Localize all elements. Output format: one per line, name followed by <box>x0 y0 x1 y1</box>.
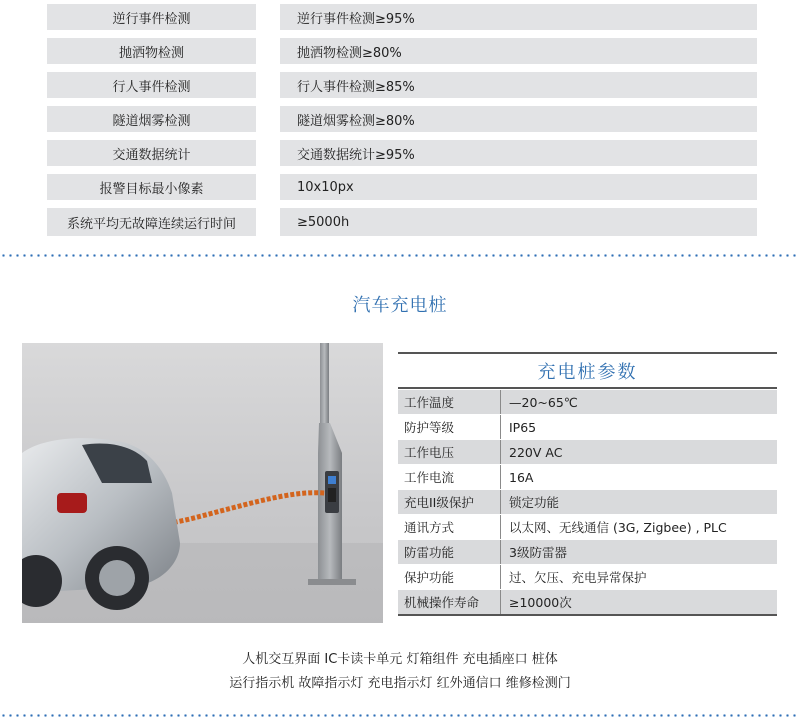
spec-value: 交通数据统计≥95% <box>280 140 757 166</box>
spec-row <box>47 208 757 236</box>
parameter-row <box>398 440 777 464</box>
spec-row <box>47 140 757 166</box>
parameter-row <box>398 415 777 439</box>
spec-label: 逆行事件检测 <box>47 4 256 30</box>
parameter-label: 防雷功能 <box>398 540 501 564</box>
parameter-row <box>398 515 777 539</box>
parameter-row <box>398 490 777 514</box>
spec-value: 逆行事件检测≥95% <box>280 4 757 30</box>
parameter-label: 机械操作寿命 <box>398 590 501 614</box>
spec-value: 隧道烟雾检测≥80% <box>280 106 757 132</box>
parameter-value: 16A <box>509 469 534 485</box>
spec-label: 隧道烟雾检测 <box>47 106 256 132</box>
dotted-divider <box>0 714 800 717</box>
parameter-label: 工作温度 <box>398 390 501 414</box>
parameter-label: 充电II级保护 <box>398 490 501 514</box>
parameter-row <box>398 540 777 564</box>
parameter-value: 过、欠压、充电异常保护 <box>509 570 647 585</box>
component-list-line-2: 运行指示机 故障指示灯 充电指示灯 红外通信口 维修检测门 <box>229 676 571 691</box>
parameter-rows <box>398 387 777 616</box>
spec-value: ≥5000h <box>280 208 757 236</box>
spec-label: 行人事件检测 <box>47 72 256 98</box>
parameter-label: 工作电流 <box>398 465 501 489</box>
spec-label: 抛洒物检测 <box>47 38 256 64</box>
spec-row <box>47 106 757 132</box>
spec-value: 行人事件检测≥85% <box>280 72 757 98</box>
parameter-row <box>398 590 777 616</box>
parameter-row <box>398 390 777 414</box>
parameter-row <box>398 465 777 489</box>
spec-value: 抛洒物检测≥80% <box>280 38 757 64</box>
parameter-value: ≥10000次 <box>509 595 572 610</box>
spec-label: 交通数据统计 <box>47 140 256 166</box>
charger-parameter-table <box>398 352 777 616</box>
parameter-row <box>398 565 777 589</box>
section-title: 汽车充电桩 <box>352 295 448 316</box>
spec-row <box>47 4 757 30</box>
parameter-value: IP65 <box>509 419 537 435</box>
spec-label: 报警目标最小像素 <box>47 174 256 200</box>
spec-value: 10x10px <box>280 174 757 200</box>
spec-row <box>47 174 757 200</box>
spec-row <box>47 38 757 64</box>
component-list-line-1: 人机交互界面 IC卡读卡单元 灯箱组件 充电插座口 桩体 <box>242 652 558 667</box>
parameter-value: 锁定功能 <box>509 495 560 510</box>
parameter-value: 220V AC <box>509 444 563 460</box>
ev-charging-photo <box>22 343 383 623</box>
parameter-value: 3级防雷器 <box>509 545 567 560</box>
dotted-divider <box>0 254 800 257</box>
ev-charging-illustration <box>22 343 383 623</box>
parameter-label: 工作电压 <box>398 440 501 464</box>
spec-row <box>47 72 757 98</box>
detection-spec-table <box>47 4 757 244</box>
parameter-label: 通讯方式 <box>398 515 501 539</box>
parameter-value: 以太网、无线通信 (3G, Zigbee) , PLC <box>509 520 727 535</box>
spec-label: 系统平均无故障连续运行时间 <box>47 208 256 236</box>
parameter-table-title: 充电桩参数 <box>398 352 777 387</box>
parameter-value: —20~65℃ <box>509 394 578 410</box>
parameter-label: 防护等级 <box>398 415 501 439</box>
parameter-label: 保护功能 <box>398 565 501 589</box>
